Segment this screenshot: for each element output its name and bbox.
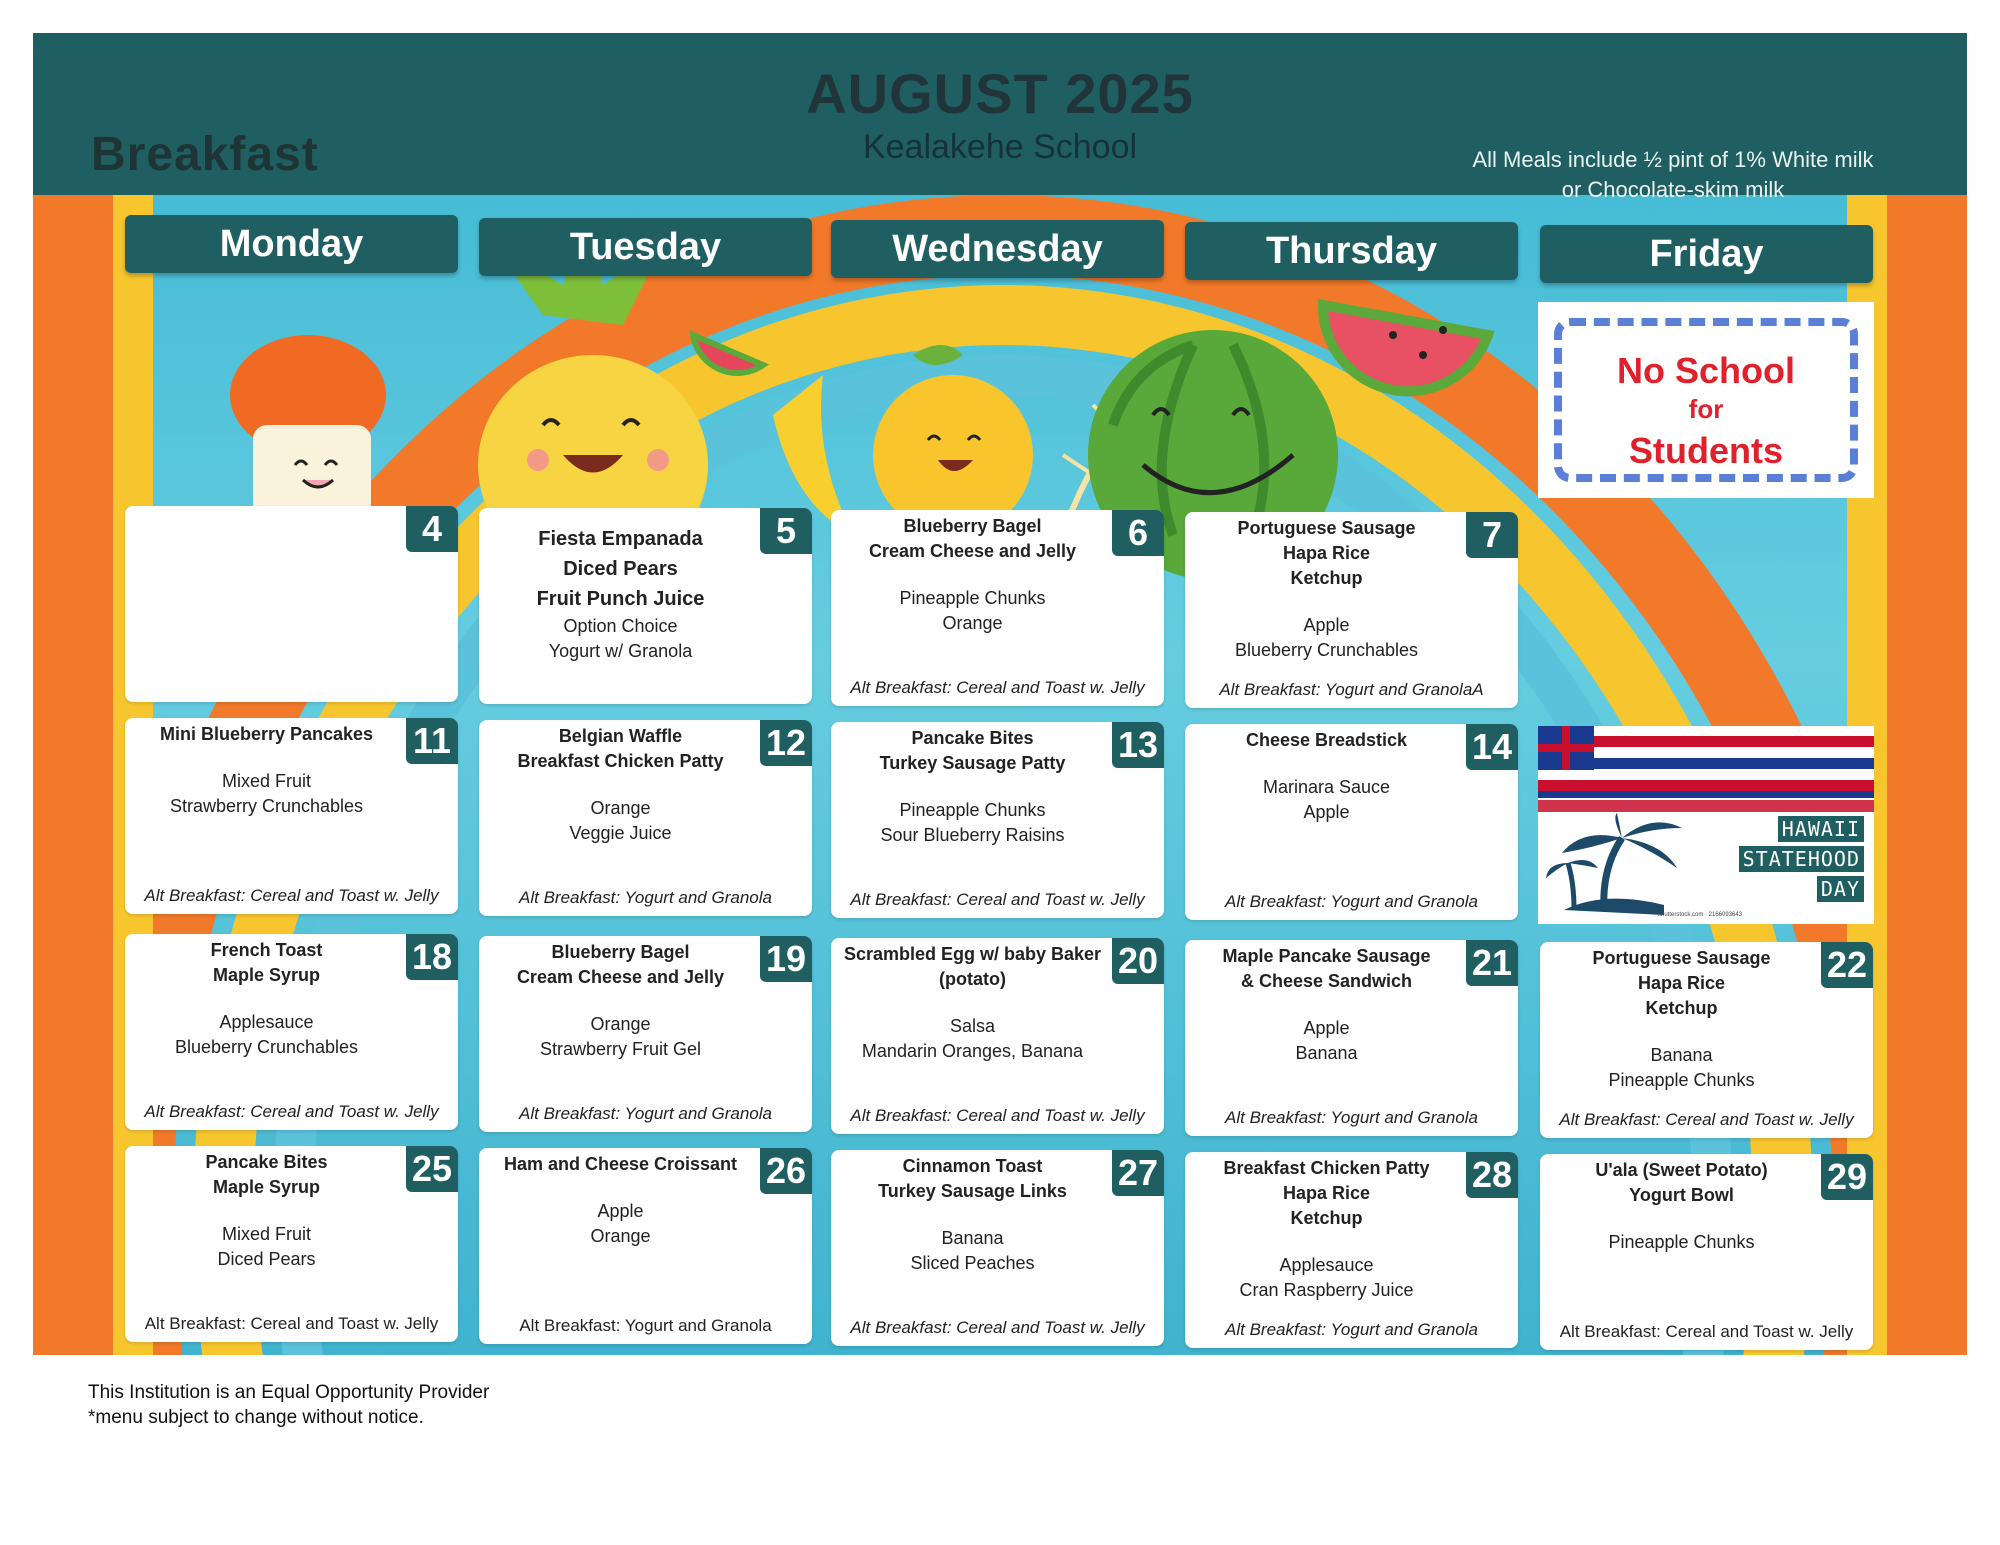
item-gap <box>487 990 754 1012</box>
day-cell <box>125 718 458 914</box>
main-item: Breakfast Chicken Patty <box>517 751 724 771</box>
alt-breakfast: Alt Breakfast: Cereal and Toast w. Jelly <box>850 890 1145 909</box>
side-item: Applesauce <box>1279 1255 1374 1275</box>
menu-items <box>1193 728 1460 825</box>
no-school-line3: Students <box>1628 430 1783 471</box>
day-number: 29 <box>1821 1154 1873 1200</box>
holiday-line3-wrap <box>1704 874 1864 902</box>
menu-items <box>487 940 754 1062</box>
day-number: 5 <box>760 508 812 554</box>
main-item: Maple Pancake Sausage <box>1222 946 1431 966</box>
main-item: Hapa Rice <box>1282 1183 1371 1203</box>
side-item: Apple <box>1303 615 1350 635</box>
side-item: Orange <box>590 798 651 818</box>
side-item: Orange <box>590 1014 651 1034</box>
item-gap <box>133 747 400 769</box>
alt-breakfast: Alt Breakfast: Cereal and Toast w. Jelly <box>850 1318 1145 1337</box>
main-item: Cream Cheese and Jelly <box>868 541 1077 561</box>
menu-items <box>839 514 1106 636</box>
day-cell <box>479 720 812 916</box>
menu-items <box>839 1154 1106 1276</box>
main-item: Turkey Sausage Patty <box>879 753 1066 773</box>
page-title: AUGUST 2025 <box>806 62 1194 125</box>
menu-items <box>839 942 1106 1064</box>
milk-note <box>1413 145 1933 205</box>
side-item: Strawberry Crunchables <box>169 796 364 816</box>
menu-items <box>1193 944 1460 1066</box>
hawaii-flag-icon <box>1538 726 1874 798</box>
orange-icon <box>873 345 1033 535</box>
no-school-graphic <box>1538 302 1874 498</box>
main-item: Diced Pears <box>563 558 678 580</box>
side-item: Mixed Fruit <box>221 1224 311 1244</box>
main-item: Ketchup <box>1290 568 1363 588</box>
main-item: Fruit Punch Juice <box>536 588 705 610</box>
side-item: Mixed Fruit <box>221 771 311 791</box>
main-item: Ketchup <box>1290 1208 1363 1228</box>
header-band <box>33 33 1967 202</box>
watermelon-wedge-icon <box>1323 305 1488 391</box>
day-cell <box>125 1146 458 1342</box>
school-name: Kealakehe School <box>862 128 1138 166</box>
menu-items <box>133 1150 400 1272</box>
menu-items <box>1193 516 1460 663</box>
alt-breakfast: Alt Breakfast: Yogurt and Granola <box>1225 1108 1478 1127</box>
day-cell <box>1185 940 1518 1136</box>
main-item: Hapa Rice <box>1637 973 1726 993</box>
no-school-line2: for <box>1688 394 1724 424</box>
day-cell <box>479 508 812 704</box>
day-header-thursday: Thursday <box>1185 222 1518 280</box>
day-cell <box>831 722 1164 918</box>
main-item: Blueberry Bagel <box>551 942 690 962</box>
item-gap <box>487 1177 754 1199</box>
day-number: 19 <box>760 936 812 982</box>
watermelon-slice-icon <box>693 335 763 373</box>
day-header-wednesday: Wednesday <box>831 220 1164 278</box>
hawaii-statehood-graphic <box>1538 726 1874 924</box>
main-item: Ham and Cheese Croissant <box>503 1154 738 1174</box>
side-item: Cran Raspberry Juice <box>1239 1280 1414 1300</box>
day-cell <box>479 936 812 1132</box>
menu-items <box>839 726 1106 848</box>
menu-items <box>133 722 400 819</box>
side-item: Mandarin Oranges, Banana <box>861 1041 1084 1061</box>
day-cell <box>125 506 458 702</box>
side-item: Pineapple Chunks <box>1608 1070 1755 1090</box>
side-item: Applesauce <box>219 1012 314 1032</box>
holiday-line1-wrap <box>1704 814 1864 842</box>
menu-items <box>1548 1158 1815 1255</box>
item-gap <box>487 774 754 796</box>
main-item: Cinnamon Toast <box>902 1156 1043 1176</box>
item-gap <box>839 992 1106 1014</box>
item-gap <box>1193 1231 1460 1253</box>
main-item: Hapa Rice <box>1282 543 1371 563</box>
main-item: Belgian Waffle <box>558 726 683 746</box>
alt-breakfast: Alt Breakfast: Cereal and Toast w. Jelly <box>850 1106 1145 1125</box>
day-cell <box>1185 512 1518 708</box>
main-item: Portuguese Sausage <box>1237 518 1416 538</box>
side-item: Option Choice <box>563 616 678 636</box>
item-gap <box>839 776 1106 798</box>
item-gap <box>839 564 1106 586</box>
day-header-monday: Monday <box>125 215 458 273</box>
day-number: 6 <box>1112 510 1164 556</box>
holiday-line2-wrap <box>1704 844 1864 872</box>
side-item: Orange <box>942 613 1003 633</box>
day-number: 7 <box>1466 512 1518 558</box>
day-number: 20 <box>1112 938 1164 984</box>
image-credit: shutterstock.com · 2166093643 <box>1658 912 1743 918</box>
main-item: Maple Syrup <box>212 1177 321 1197</box>
menu-items <box>133 938 400 1060</box>
alt-breakfast: Alt Breakfast: Yogurt and Granola <box>1225 892 1478 911</box>
side-item: Strawberry Fruit Gel <box>539 1039 702 1059</box>
side-item: Pineapple Chunks <box>899 800 1046 820</box>
side-item: Yogurt w/ Granola <box>548 641 693 661</box>
alt-breakfast: Alt Breakfast: Yogurt and Granola <box>1225 1320 1478 1339</box>
alt-breakfast: Alt Breakfast: Yogurt and GranolaA <box>1219 680 1484 699</box>
alt-breakfast: Alt Breakfast: Cereal and Toast w. Jelly <box>1559 1322 1854 1341</box>
menu-items <box>1548 946 1815 1093</box>
main-item: Breakfast Chicken Patty <box>1223 1158 1430 1178</box>
alt-breakfast: Alt Breakfast: Yogurt and Granola <box>519 1316 772 1335</box>
main-item: Cheese Breadstick <box>1245 730 1408 750</box>
day-cell <box>1540 942 1873 1138</box>
main-item: Mini Blueberry Pancakes <box>159 724 374 744</box>
alt-breakfast: Alt Breakfast: Yogurt and Granola <box>519 1104 772 1123</box>
main-item: U'ala (Sweet Potato) <box>1595 1160 1768 1180</box>
main-item: Maple Syrup <box>212 965 321 985</box>
main-item: Scrambled Egg w/ baby Baker (potato) <box>843 944 1102 989</box>
footer-line2: *menu subject to change without notice. <box>88 1407 424 1428</box>
side-item: Veggie Juice <box>569 823 672 843</box>
side-item: Diced Pears <box>217 1249 316 1269</box>
side-item: Sour Blueberry Raisins <box>880 825 1065 845</box>
item-gap <box>133 988 400 1010</box>
day-cell <box>1185 724 1518 920</box>
side-item: Blueberry Crunchables <box>174 1037 359 1057</box>
alt-breakfast: Alt Breakfast: Cereal and Toast w. Jelly <box>1559 1110 1854 1129</box>
milk-note-line2: or Chocolate-skim milk <box>1561 177 1785 202</box>
side-item: Pineapple Chunks <box>1608 1232 1755 1252</box>
footer-notice <box>88 1380 489 1430</box>
item-gap <box>1548 1021 1815 1043</box>
day-cell <box>831 1150 1164 1346</box>
milk-note-line1: All Meals include ½ pint of 1% White milk <box>1472 147 1874 172</box>
day-number: 27 <box>1112 1150 1164 1196</box>
day-number: 11 <box>406 718 458 764</box>
day-cell <box>1185 1152 1518 1348</box>
main-item: Cream Cheese and Jelly <box>516 967 725 987</box>
main-item: Pancake Bites <box>205 1152 328 1172</box>
day-header-friday: Friday <box>1540 225 1873 283</box>
holiday-line3: DAY <box>1817 876 1864 902</box>
side-item: Banana <box>941 1228 1004 1248</box>
musubi-icon <box>230 335 386 517</box>
side-item: Banana <box>1650 1045 1713 1065</box>
item-gap <box>133 1200 400 1222</box>
side-item: Marinara Sauce <box>1262 777 1391 797</box>
menu-items <box>487 724 754 846</box>
day-number: 12 <box>760 720 812 766</box>
item-gap <box>1548 1208 1815 1230</box>
side-item: Apple <box>1303 1018 1350 1038</box>
alt-breakfast: Alt Breakfast: Cereal and Toast w. Jelly <box>144 1102 439 1121</box>
side-item: Salsa <box>949 1016 996 1036</box>
menu-items <box>487 1152 754 1249</box>
main-item: & Cheese Sandwich <box>1240 971 1413 991</box>
main-item: Fiesta Empanada <box>538 528 703 550</box>
side-item: Banana <box>1295 1043 1358 1063</box>
day-number: 14 <box>1466 724 1518 770</box>
main-item: Blueberry Bagel <box>903 516 1042 536</box>
no-school-line1: No School <box>1617 350 1795 391</box>
day-cell <box>831 938 1164 1134</box>
main-item: Turkey Sausage Links <box>878 1181 1067 1201</box>
day-number: 26 <box>760 1148 812 1194</box>
item-gap <box>1193 591 1460 613</box>
day-cell <box>479 1148 812 1344</box>
day-number: 13 <box>1112 722 1164 768</box>
alt-breakfast: Alt Breakfast: Cereal and Toast w. Jelly <box>144 1314 439 1333</box>
side-item: Apple <box>597 1201 644 1221</box>
main-item: Portuguese Sausage <box>1592 948 1771 968</box>
side-item: Pineapple Chunks <box>899 588 1046 608</box>
menu-items <box>487 524 754 664</box>
item-gap <box>1193 994 1460 1016</box>
day-number: 25 <box>406 1146 458 1192</box>
main-item: French Toast <box>210 940 323 960</box>
day-number: 21 <box>1466 940 1518 986</box>
holiday-line1: HAWAII <box>1778 816 1864 842</box>
side-item: Orange <box>590 1226 651 1246</box>
palm-tree-icon <box>1544 810 1694 920</box>
day-cell <box>831 510 1164 706</box>
alt-breakfast: Alt Breakfast: Cereal and Toast w. Jelly <box>850 678 1145 697</box>
menu-items <box>1193 1156 1460 1303</box>
footer-line1: This Institution is an Equal Opportunity Provider <box>88 1382 490 1403</box>
alt-breakfast: Alt Breakfast: Yogurt and Granola <box>519 888 772 907</box>
day-cell <box>125 934 458 1130</box>
main-item: Pancake Bites <box>911 728 1034 748</box>
day-number: 22 <box>1821 942 1873 988</box>
day-number: 28 <box>1466 1152 1518 1198</box>
main-item: Yogurt Bowl <box>1629 1185 1734 1205</box>
side-item: Sliced Peaches <box>910 1253 1035 1273</box>
holiday-line2: STATEHOOD <box>1739 846 1864 872</box>
day-number: 18 <box>406 934 458 980</box>
day-header-tuesday: Tuesday <box>479 218 812 276</box>
meal-label: Breakfast <box>91 128 319 181</box>
side-item: Blueberry Crunchables <box>1234 640 1419 660</box>
main-item: Ketchup <box>1645 998 1718 1018</box>
alt-breakfast: Alt Breakfast: Cereal and Toast w. Jelly <box>144 886 439 905</box>
day-number: 4 <box>406 506 458 552</box>
item-gap <box>839 1204 1106 1226</box>
side-item: Apple <box>1303 802 1350 822</box>
day-cell <box>1540 1154 1873 1350</box>
item-gap <box>1193 753 1460 775</box>
